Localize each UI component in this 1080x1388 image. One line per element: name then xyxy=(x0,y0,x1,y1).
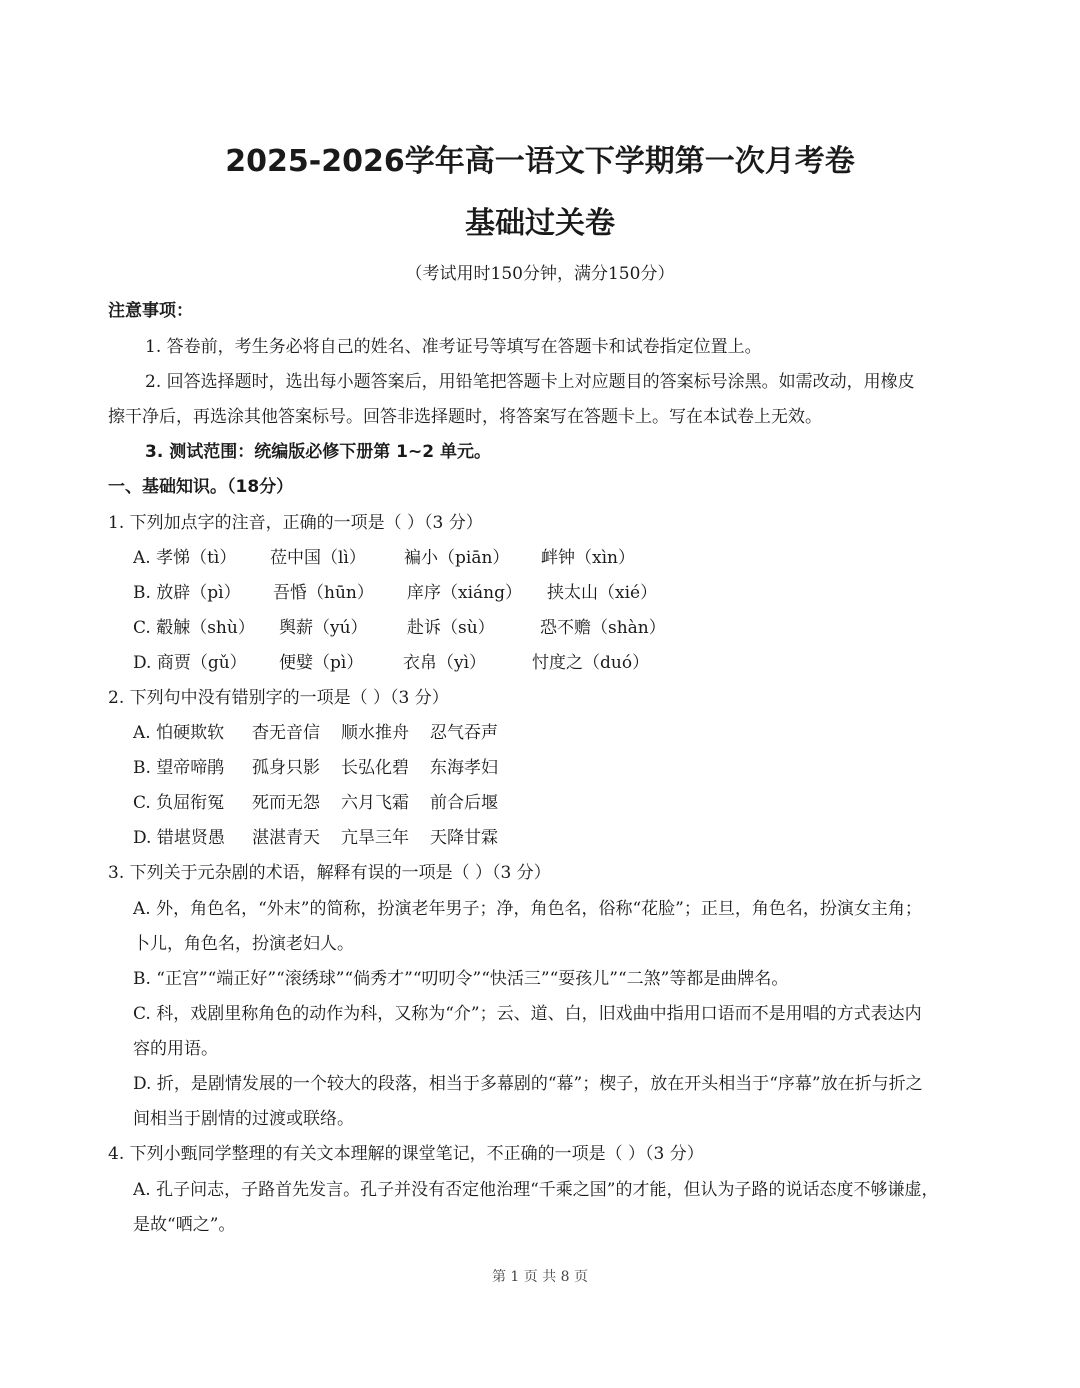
notice-item: 3. 测试范围：统编版必修下册第 1~2 单元。 xyxy=(145,442,491,462)
notice-item: 2. 回答选择题时，选出每小题答案后，用铅笔把答题卡上对应题目的答案标号涂黑。如需改动，用橡皮 xyxy=(145,372,915,392)
exam-timing: （考试用时150分钟，满分150分） xyxy=(405,264,675,284)
option-b-2: 吾惛（hūn） xyxy=(273,583,374,603)
option-a-2: 杳无音信 xyxy=(252,723,320,743)
option-d-2: 湛湛青天 xyxy=(252,828,320,848)
option-a-3: 顺水推舟 xyxy=(341,723,409,743)
option-text: A. 孔子问志，子路首先发言。孔子并没有否定他治理“千乘之国”的才能，但认为子路的说话态度不够谦虚， xyxy=(133,1180,939,1200)
option-text: A. 外，角色名，“外末”的简称，扮演老年男子；净，角色名，俗称“花脸”；正旦，角色名，扮演女主角； xyxy=(133,899,922,919)
option-a-2: 莅中国（lì） xyxy=(270,548,366,568)
option-c-3: 六月飞霜 xyxy=(341,793,409,813)
option-b-3: 庠序（xiáng） xyxy=(407,583,522,603)
option-c-1: C. 觳觫（shù） xyxy=(133,618,255,638)
option-a-1: A. 孝悌（tì） xyxy=(133,548,237,568)
question-stem: 3. 下列关于元杂剧的术语，解释有误的一项是（ ）（3 分） xyxy=(108,863,551,883)
option-d-4: 忖度之（duó） xyxy=(532,653,650,673)
page-title: 2025-2026学年高一语文下学期第一次月考卷 xyxy=(225,144,855,179)
option-d-2: 便嬖（pì） xyxy=(279,653,364,673)
option-c-4: 前合后堰 xyxy=(430,793,498,813)
page-subtitle: 基础过关卷 xyxy=(465,206,615,241)
option-d-1: D. 商贾（gǔ） xyxy=(133,653,247,673)
option-b-4: 东海孝妇 xyxy=(430,758,498,778)
option-a-4: 衅钟（xìn） xyxy=(541,548,635,568)
option-text: B. “正宫”“端正好”“滚绣球”“倘秀才”“叨叨令”“快活三”“耍孩儿”“二煞”等都是曲牌名。 xyxy=(133,969,789,989)
option-c-4: 恐不赡（shàn） xyxy=(540,618,666,638)
option-c-2: 舆薪（yú） xyxy=(279,618,368,638)
option-text: D. 折，是剧情发展的一个较大的段落，相当于多幕剧的“幕”；楔子，放在开头相当于“序幕”放在折与折之 xyxy=(133,1074,923,1094)
option-b-4: 挟太山（xié） xyxy=(547,583,658,603)
option-b-1: B. 放辟（pì） xyxy=(133,583,241,603)
option-a-3: 褊小（piān） xyxy=(404,548,510,568)
option-d-1: D. 错堪贤愚 xyxy=(133,828,225,848)
option-c-2: 死而无怨 xyxy=(252,793,320,813)
question-stem: 1. 下列加点字的注音，正确的一项是（ ）（3 分） xyxy=(108,513,483,533)
option-text: C. 科，戏剧里称角色的动作为科，又称为“介”；云、道、白，旧戏曲中指用口语而不是用唱的方式表达内 xyxy=(133,1004,922,1024)
option-b-1: B. 望帝啼鹃 xyxy=(133,758,225,778)
notice-heading: 注意事项： xyxy=(108,301,193,321)
option-text: 间相当于剧情的过渡或联络。 xyxy=(133,1109,354,1129)
option-text: 容的用语。 xyxy=(133,1039,218,1059)
option-c-3: 赴诉（sù） xyxy=(407,618,495,638)
option-c-1: C. 负屈衔冤 xyxy=(133,793,225,813)
question-stem: 4. 下列小甄同学整理的有关文本理解的课堂笔记，不正确的一项是（ ）（3 分） xyxy=(108,1144,704,1164)
option-b-2: 孤身只影 xyxy=(252,758,320,778)
option-d-3: 衣帛（yì） xyxy=(403,653,487,673)
option-text: 是故“哂之”。 xyxy=(133,1215,236,1235)
notice-item: 1. 答卷前，考生务必将自己的姓名、准考证号等填写在答题卡和试卷指定位置上。 xyxy=(145,337,762,357)
page-number: 第 1 页 共 8 页 xyxy=(491,1269,589,1285)
section-heading: 一、基础知识。（18分） xyxy=(108,477,294,497)
option-a-4: 忍气吞声 xyxy=(430,723,498,743)
option-b-3: 长弘化碧 xyxy=(341,758,409,778)
notice-item: 擦干净后，再选涂其他答案标号。回答非选择题时，将答案写在答题卡上。写在本试卷上无效。 xyxy=(108,407,822,427)
option-text: 卜儿，角色名，扮演老妇人。 xyxy=(133,934,354,954)
question-stem: 2. 下列句中没有错别字的一项是（ ）（3 分） xyxy=(108,688,449,708)
option-d-4: 天降甘霖 xyxy=(430,828,498,848)
option-a-1: A. 怕硬欺软 xyxy=(133,723,225,743)
option-d-3: 亢旱三年 xyxy=(341,828,409,848)
